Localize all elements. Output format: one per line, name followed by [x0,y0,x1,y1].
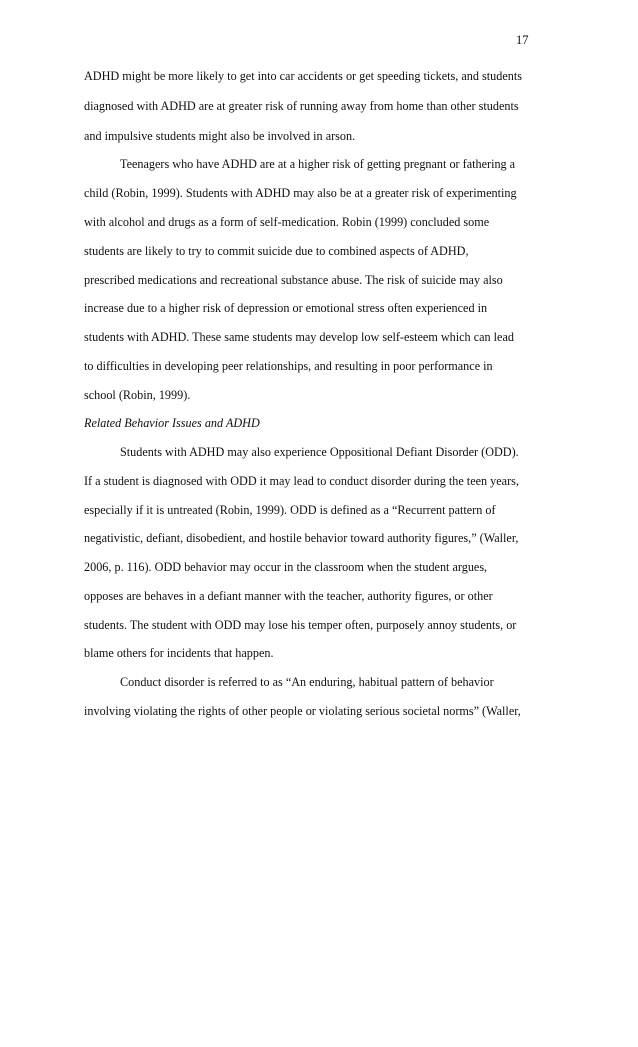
text-line: students. The student with ODD may lose his temper often, purposely annoy students, or [84,618,517,632]
text-line: to difficulties in developing peer relationships, and resulting in poor performance in [84,359,493,373]
text-line: negativistic, defiant, disobedient, and hostile behavior toward authority figures,” (Waller, [84,531,519,545]
text-line: If a student is diagnosed with ODD it may lead to conduct disorder during the teen years, [84,474,519,488]
text-line: prescribed medications and recreational substance abuse. The risk of suicide may also [84,273,503,287]
text-line: Teenagers who have ADHD are at a higher risk of getting pregnant or fathering a [120,157,516,171]
text-line: increase due to a higher risk of depression or emotional stress often experienced in [84,301,488,315]
text-line: diagnosed with ADHD are at greater risk of running away from home than other students [84,99,519,113]
text-line: Students with ADHD may also experience Oppositional Defiant Disorder (ODD). [120,445,519,459]
page-number: 17 [516,33,529,47]
text-line: opposes are behaves in a defiant manner with the teacher, authority figures, or other [84,589,493,603]
text-line: blame others for incidents that happen. [84,646,274,660]
text-line: 2006, p. 116). ODD behavior may occur in the classroom when the student argues, [84,560,488,574]
text-line: especially if it is untreated (Robin, 1999). ODD is defined as a “Recurrent pattern of [84,503,496,517]
text-line: child (Robin, 1999). Students with ADHD may also be at a greater risk of experimenting [84,186,517,200]
text-line: school (Robin, 1999). [84,388,191,402]
text-line: students with ADHD. These same students may develop low self-esteem which can lead [84,330,514,344]
text-line: Conduct disorder is referred to as “An enduring, habitual pattern of behavior [120,675,494,689]
text-line: and impulsive students might also be involved in arson. [84,129,356,143]
section-heading: Related Behavior Issues and ADHD [84,416,260,430]
text-line: ADHD might be more likely to get into car accidents or get speeding tickets, and students [84,69,522,83]
text-line: with alcohol and drugs as a form of self-medication. Robin (1999) concluded some [84,215,490,229]
text-line: students are likely to try to commit suicide due to combined aspects of ADHD, [84,244,469,258]
text-line: involving violating the rights of other people or violating serious societal norms” (Waller, [84,704,521,718]
